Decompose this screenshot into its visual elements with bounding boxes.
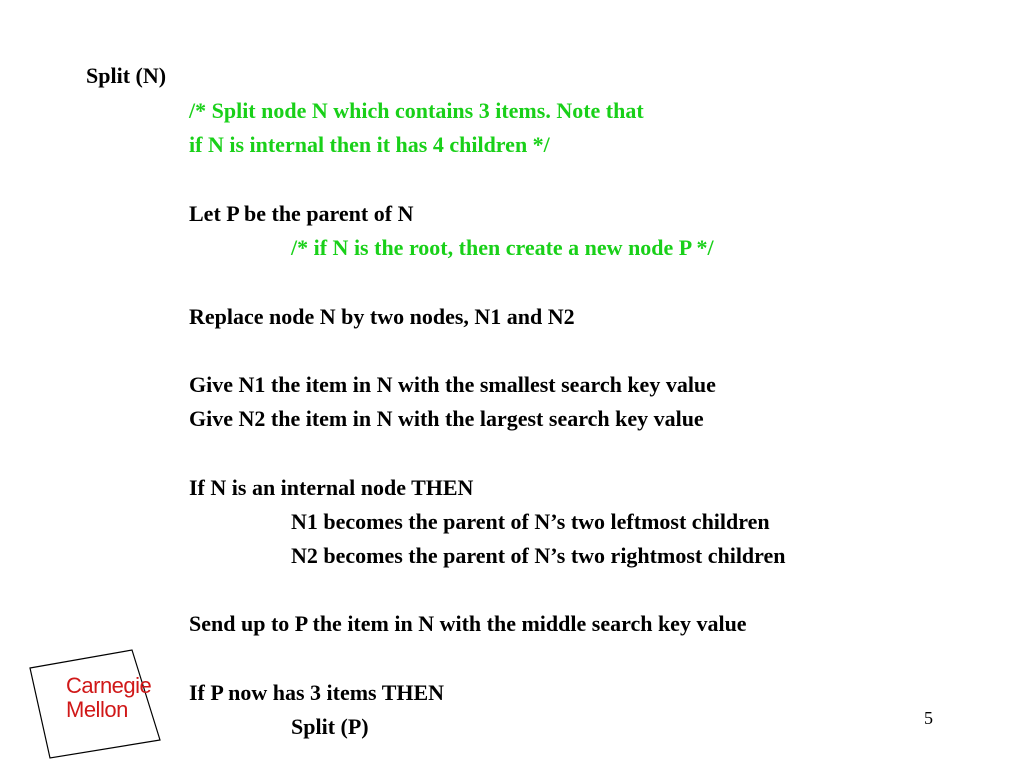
pseudocode-line: Let P be the parent of N [189,201,414,226]
pseudocode-line: Give N2 the item in N with the largest search key value [189,406,704,431]
pseudocode-line: Give N1 the item in N with the smallest search key value [189,372,716,397]
comment-line: if N is internal then it has 4 children */ [189,132,550,157]
page-number: 5 [924,708,933,728]
comment-line: /* Split node N which contains 3 items. Note that [189,98,644,123]
carnegie-mellon-logo [24,648,184,760]
pseudocode-line: Replace node N by two nodes, N1 and N2 [189,304,575,329]
logo-text-carnegie: Carnegie [66,673,152,698]
pseudocode-line: If P now has 3 items THEN [189,680,445,705]
function-heading: Split (N) [86,63,167,88]
pseudocode-line: If N is an internal node THEN [189,475,474,500]
pseudocode-line: N2 becomes the parent of N’s two rightmost children [291,543,786,568]
pseudocode-line: N1 becomes the parent of N’s two leftmost children [291,509,770,534]
pseudocode-line: Split (P) [291,714,369,739]
comment-line: /* if N is the root, then create a new node P */ [291,235,714,260]
pseudocode-line: Send up to P the item in N with the middle search key value [189,611,747,636]
logo-text-mellon: Mellon [66,697,128,722]
